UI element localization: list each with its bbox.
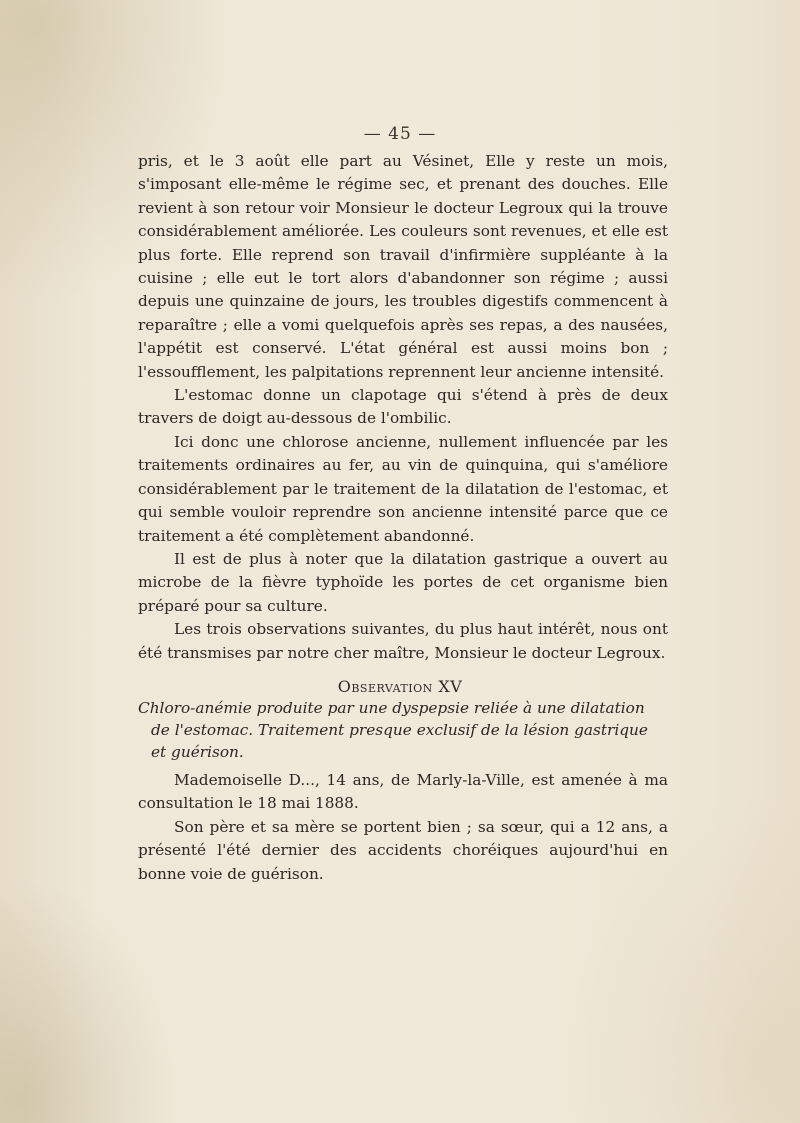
observation-subtitle	[138, 697, 668, 763]
paragraph: pris, et le 3 août elle part au Vésinet, Elle y reste un mois, s'imposant elle-même le régime sec, et prenant des douches. Elle revient à son retour voir Monsieur le docteur Legroux qui la trouve considérablement améliorée. Les couleurs sont revenues, et elle est plus forte. Elle reprend son travail d'infirmière suppléante à la cuisine ; elle eut le tort alors d'abandonner son régime ; aussi depuis une quinzaine de jours, les troubles digestifs commencent à reparaître ; elle a vomi quelquefois après ses repas, a des nausées, l'appétit est conservé. L'état général est aussi moins bon ; l'essoufflement, les palpitations reprennent leur ancienne intensité.	[138, 152, 668, 381]
subtitle-line: et guérison.	[151, 743, 244, 761]
paragraph: Il est de plus à noter que la dilatation gastrique a ouvert au microbe de la fièvre typhoïde les portes de cet organisme bien préparé pour sa culture.	[138, 549, 668, 615]
paragraph: Les trois observations suivantes, du plus haut intérêt, nous ont été transmises par notre cher maître, Monsieur le docteur Legroux.	[138, 620, 668, 662]
paragraph: Ici donc une chlorose ancienne, nullement influencée par les traitements ordinaires au fer, au vin de quinquina, qui s'améliore considérablement par le traitement de la dilatation de l'estomac, et qui semble vouloir reprendre son ancienne intensité parce que ce traitement a été complètement abandonné.	[138, 432, 668, 545]
subtitle-line: de l'estomac. Traitement presque exclusif de la lésion gastrique	[151, 721, 648, 739]
paragraph: Mademoiselle D..., 14 ans, de Marly-la-Ville, est amenée à ma consultation le 18 mai 1888.	[138, 771, 668, 813]
body-text-block	[138, 769, 668, 886]
paragraph: L'estomac donne un clapotage qui s'étend à près de deux travers de doigt au-dessous de l'ombilic.	[138, 386, 668, 428]
observation-heading	[0, 677, 800, 696]
body-text-block	[138, 150, 668, 665]
paragraph: Son père et sa mère se portent bien ; sa sœur, qui a 12 ans, a présenté l'été dernier des accidents choréiques aujourd'hui en bonne voie de guérison.	[138, 817, 668, 883]
subtitle-line: Chloro-anémie produite par une dyspepsie reliée à une dilatation	[138, 699, 645, 717]
observation-heading-text: Observation XV	[337, 677, 463, 696]
page-number: — 45 —	[363, 124, 437, 144]
